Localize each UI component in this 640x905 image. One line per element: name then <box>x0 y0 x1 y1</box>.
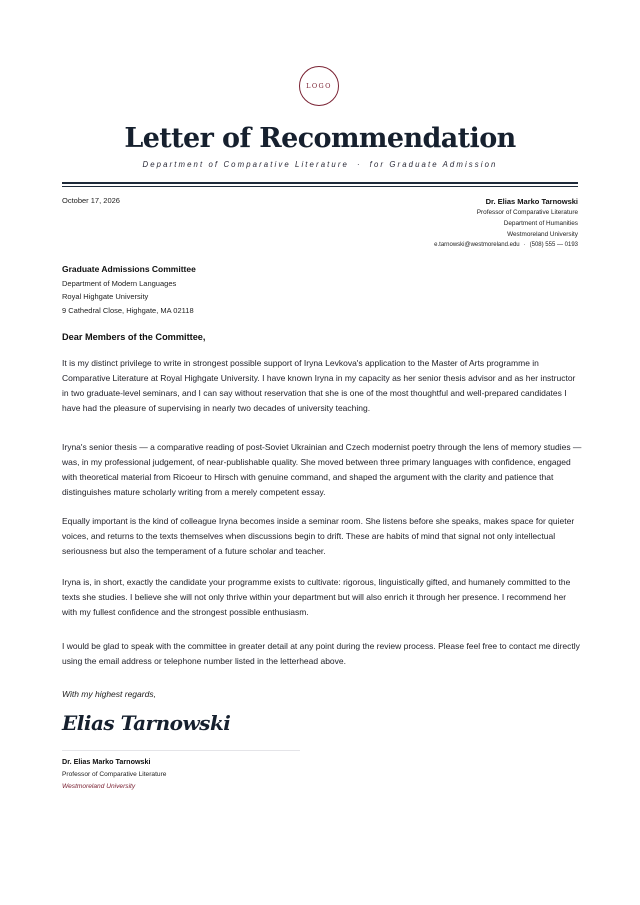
handwritten-signature: Elias Tarnowski <box>62 711 231 735</box>
signer-name: Dr. Elias Marko Tarnowski <box>62 757 151 766</box>
recipient-address: 9 Cathedral Close, Highgate, MA 02118 <box>62 305 194 315</box>
sender-email[interactable]: e.tarnowski@westmoreland.edu <box>434 242 520 248</box>
body-paragraph-3: Equally important is the kind of colleague Iryna becomes inside a seminar room. She listens before she speaks, makes space for quieter voices, and returns to the texts themselves when discussions begin to drift. These are habits of mind that signal not only intellectual seriousness but also the temperament of a future scholar and teacher. <box>62 516 575 556</box>
body-paragraph-4: Iryna is, in short, exactly the candidate your programme exists to cultivate: rigorous, linguistically gifted, and humanely committed to the texts she studies. I believe she will not only thrive within your department but will also enrich it through her presence. I recommend her with my fullest confidence and the strongest possible enthusiasm. <box>62 577 571 617</box>
body-paragraph-1: It is my distinct privilege to write in strongest possible support of Iryna Levkova's application to the Master of Arts programme in Comparative Literature at Royal Highgate University. I have known Iryna in my capacity as her senior thesis advisor and as her instructor in two graduate-level seminars, and I can say without reservation that she is one of the most thoughtful and well-prepared candidates I have had the pleasure of supervising in nearly two decades of university teaching. <box>62 358 576 413</box>
recipient-name: Graduate Admissions Committee <box>62 264 196 274</box>
recipient-block <box>62 263 196 317</box>
signer-title: Professor of Comparative Literature <box>62 770 167 778</box>
subtitle-purpose: for Graduate Admission <box>369 160 498 169</box>
sender-name: Dr. Elias Marko Tarnowski <box>485 197 578 206</box>
subtitle-department: Department of Comparative Literature <box>142 160 349 169</box>
contact-separator: · <box>523 242 526 248</box>
recipient-department: Department of Modern Languages <box>62 278 177 288</box>
closing: With my highest regards, <box>62 689 156 699</box>
sender-university: Westmoreland University <box>507 231 578 238</box>
logo <box>299 66 339 106</box>
subtitle-separator: · <box>356 160 362 169</box>
letter-date: October 17, 2026 <box>62 196 120 205</box>
body-paragraph-5: I would be glad to speak with the committee in greater detail at any point during the review process. Please feel free to contact me directly using the email address or telephone number listed in the letterhead above. <box>62 641 580 666</box>
header-rule-thick <box>62 182 578 184</box>
salutation: Dear Members of the Committee, <box>62 332 206 342</box>
sender-phone[interactable]: (508) 555 — 0193 <box>529 242 578 248</box>
sender-block <box>434 196 578 251</box>
sender-contact <box>434 240 578 251</box>
sender-department: Department of Humanities <box>503 220 578 227</box>
signer-university: Westmoreland University <box>62 783 136 790</box>
letter-title: Letter of Recommendation <box>124 123 516 154</box>
sender-title: Professor of Comparative Literature <box>476 209 578 216</box>
logo-text: LOGO <box>306 82 332 90</box>
signature-divider <box>62 750 300 751</box>
body-paragraph-2: Iryna's senior thesis — a comparative reading of post-Soviet Ukrainian and Czech modernist poetry through the lens of memory studies — was, in my professional judgement, of near-publishable quality. She moved between three primary languages with confidence, engaged with theoretical material from Ricoeur to Hirsch with genuine command, and shaped the argument with the clarity and patience that distinguishes mature scholarly writing from a merely competent essay. <box>62 442 582 497</box>
letter-subtitle <box>0 160 640 169</box>
signer-block <box>62 756 166 794</box>
header-rule-thin <box>62 186 578 187</box>
recipient-university: Royal Highgate University <box>62 292 149 301</box>
